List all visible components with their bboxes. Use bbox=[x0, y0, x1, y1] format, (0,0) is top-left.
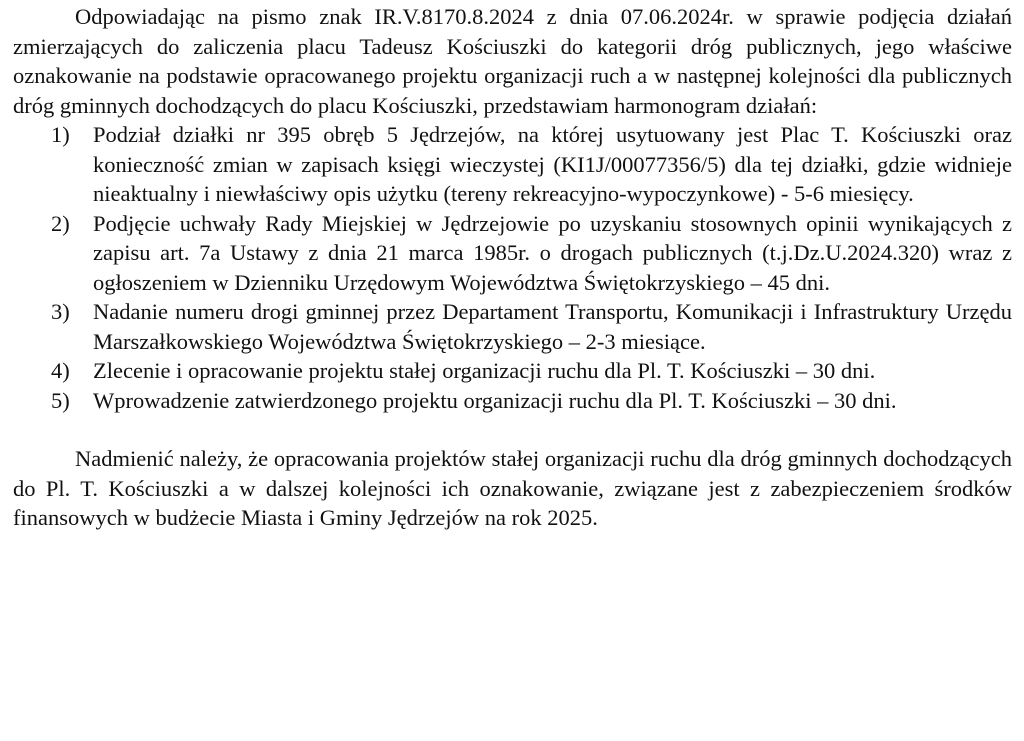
list-item bbox=[13, 386, 1012, 416]
paragraph-spacer bbox=[13, 415, 1012, 444]
schedule-list bbox=[13, 120, 1012, 415]
list-item bbox=[13, 356, 1012, 386]
list-item-text: Zlecenie i opracowanie projektu stałej organizacji ruchu dla Pl. T. Kościuszki – 30 dni. bbox=[93, 358, 876, 383]
list-item bbox=[13, 120, 1012, 209]
list-item-number: 1) bbox=[51, 122, 70, 147]
list-item-number: 2) bbox=[51, 210, 70, 236]
list-item-number: 4) bbox=[51, 358, 70, 383]
list-item-number: 5) bbox=[51, 387, 70, 413]
closing-paragraph: Nadmienić należy, że opracowania projektów stałej organizacji ruchu dla dróg gminnych dochodzących do Pl. T. Kościuszki a w dalszej kolejności ich oznakowanie, związane jest z zabezpieczeniem środków finansowych w budżecie Miasta i Gminy Jędrzejów na rok 2025. bbox=[13, 446, 1012, 530]
list-item bbox=[13, 297, 1012, 356]
list-item-text: Podział działki nr 395 obręb 5 Jędrzejów, na której usytuowany jest Plac T. Kościuszki oraz konieczność zmian w zapisach księgi wieczystej (KI1J/00077356/5) dla tej działki, gdzie widnieje nieaktualny i niewłaściwy opis użytku (tereny rekreacyjno-wypoczynkowe) - 5-6 miesięcy. bbox=[93, 122, 1012, 206]
list-item-text: Wprowadzenie zatwierdzonego projektu organizacji ruchu dla Pl. T. Kościuszki – 30 dni. bbox=[93, 387, 897, 413]
list-item-number: 3) bbox=[51, 299, 70, 324]
intro-paragraph: Odpowiadając na pismo znak IR.V.8170.8.2024 z dnia 07.06.2024r. w sprawie podjęcia działań zmierzających do zaliczenia placu Tadeusz Kościuszki do kategorii dróg publicznych, jego właściwe oznakowanie na podstawie opracowanego projektu organizacji ruch a w następnej kolejności dla publicznych dróg gminnych dochodzących do placu Kościuszki, przedstawiam harmonogram działań: bbox=[13, 4, 1012, 118]
list-item-text: Podjęcie uchwały Rady Miejskiej w Jędrzejowie po uzyskaniu stosownych opinii wynikających z zapisu art. 7a Ustawy z dnia 21 marca 1985r. o drogach publicznych (t.j.Dz.U.2024.320) wraz z ogłoszeniem w Dzienniku Urzędowym Województwa Świętokrzyskiego – 45 dni. bbox=[93, 210, 1012, 295]
list-item bbox=[13, 209, 1012, 298]
list-item-text: Nadanie numeru drogi gminnej przez Departament Transportu, Komunikacji i Infrastruktury Urzędu Marszałkowskiego Województwa Świętokrzyskiego – 2-3 miesiące. bbox=[93, 299, 1012, 354]
